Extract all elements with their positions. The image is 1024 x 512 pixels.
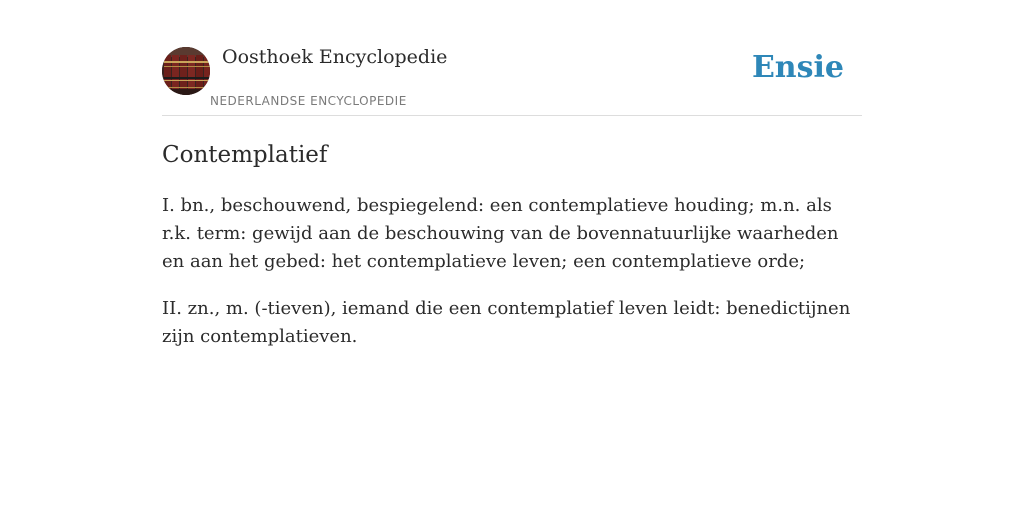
entry-title: Contemplatief: [162, 142, 328, 168]
definition-paragraph-2: II. zn., m. (-tieven), iemand die een contemplatief leven leidt: benedictijnen zijn contemplatieven.: [162, 298, 851, 347]
brand-logo-link[interactable]: Ensie: [751, 50, 844, 85]
page: [162, 0, 862, 351]
source-subtitle: NEDERLANDSE ENCYCLOPEDIE: [210, 94, 407, 108]
source-title[interactable]: Oosthoek Encyclopedie: [222, 46, 448, 68]
article: [162, 116, 862, 351]
encyclopedia-books-icon[interactable]: [162, 47, 210, 95]
definition-paragraph-1: I. bn., beschouwend, bespiegelend: een contemplatieve houding; m.n. als r.k. term: gewijd aan de beschouwing van de bovennatuurlijke waarheden en aan het gebed: het contemplatieve leven; een contemplatieve orde;: [162, 195, 839, 272]
header: [162, 0, 862, 116]
